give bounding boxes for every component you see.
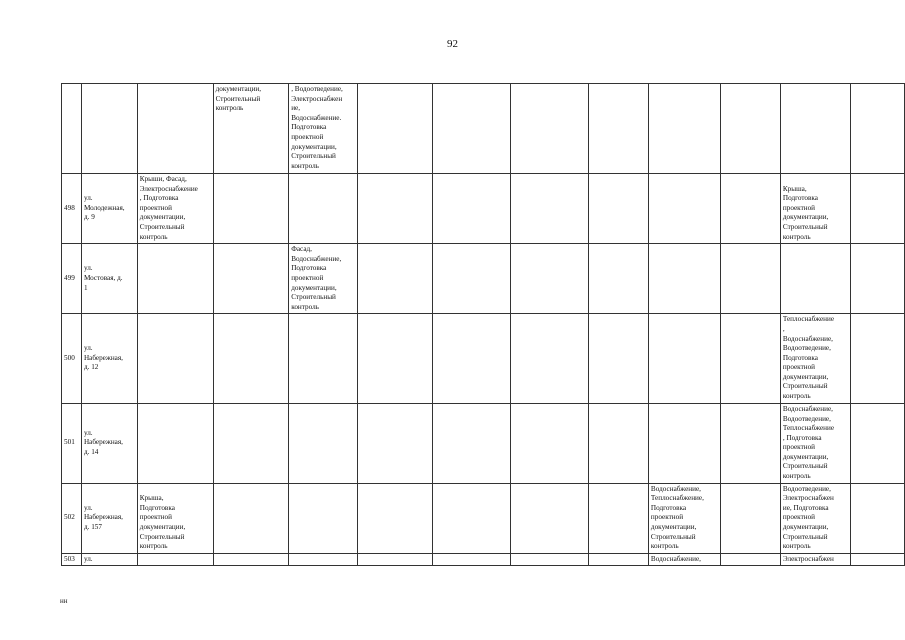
works-table (61, 83, 905, 566)
table-row (62, 553, 905, 566)
address: ул. Мостовая, д. 1 (83, 264, 123, 292)
address: ул. Набережная, д. 157 (83, 503, 123, 532)
works-col-10: Электроснабжен (782, 554, 834, 563)
row-number: 501 (62, 403, 82, 483)
works-col-1: Крыши, Фасад, Электроснабжение , Подготовка проектной документации, Строительный контроль (139, 175, 198, 241)
table-row (62, 174, 905, 244)
works-col-3: , Водоотведение, Электроснабжен ие, Водоснабжение. Подготовка проектной документации, Строительный контроль (291, 85, 343, 170)
works-col-10: Теплоснабжение , Водоснабжение, Водоотведение, Подготовка проектной документации, Строительный контроль (782, 315, 835, 401)
address: ул. Набережная, д. 12 (83, 344, 123, 372)
works-col-2: документации, Строительный контроль (215, 85, 262, 113)
row-number: 498 (62, 174, 82, 244)
works-col-1: Крыша, Подготовка проектной документации, Строительный контроль (139, 494, 186, 551)
row-number: 499 (62, 244, 82, 314)
table-row (62, 483, 905, 553)
works-col-8: Водоснабжение, Теплоснабжение, Подготовка проектной документации, Строительный контроль (650, 484, 704, 551)
table-row (62, 244, 905, 314)
table-row (62, 84, 905, 174)
works-col-10: Крыша, Подготовка проектной документации, Строительный контроль (782, 184, 829, 241)
address: ул. (83, 554, 93, 563)
address: ул. Молодежная, д. 9 (83, 194, 125, 222)
page-number: 92 (447, 38, 458, 50)
table-row (62, 314, 905, 403)
address: ул. Набережная, д. 14 (83, 428, 123, 456)
row-number (62, 84, 82, 174)
works-col-10: Водоотведение, Электроснабжен ие, Подготовка проектной документации, Строительный контроль (782, 484, 834, 551)
works-col-3: Фасад, Водоснабжение, Подготовка проектной документации, Строительный контроль (291, 245, 342, 311)
row-number: 503 (62, 553, 82, 566)
footer-mark: нн (60, 597, 68, 605)
row-number: 500 (62, 314, 82, 403)
table-row (62, 403, 905, 483)
works-col-10: Водоснабжение, Водоотведение, Теплоснабжение , Подготовка проектной документации, Строительный контроль (782, 404, 835, 481)
row-number: 502 (62, 483, 82, 553)
works-col-8: Водоснабжение, (650, 554, 701, 563)
